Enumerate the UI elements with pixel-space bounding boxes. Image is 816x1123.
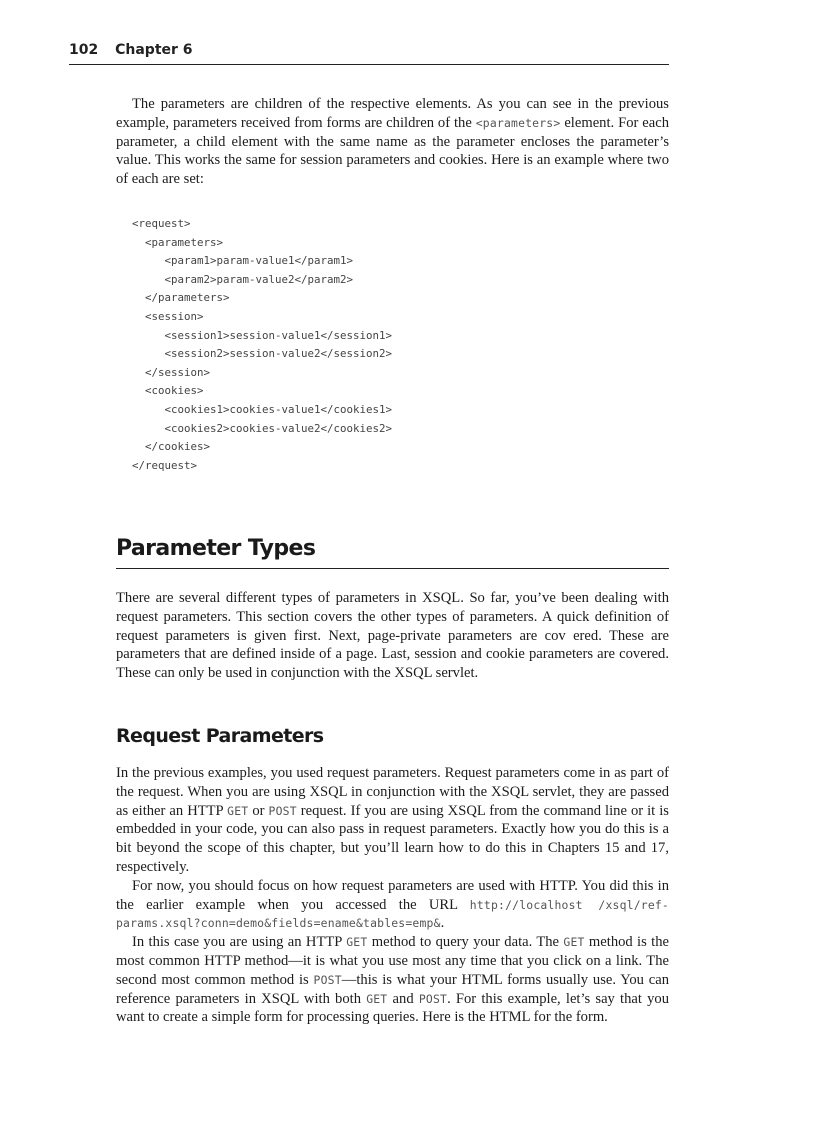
text-run: In this case you are using an HTTP — [132, 934, 347, 951]
code-line: <session1>session-value1</session1> — [132, 328, 393, 342]
inline-code: GET — [366, 991, 388, 1006]
request-parameters-paragraph-2 — [116, 877, 669, 933]
inline-code: POST — [268, 803, 297, 818]
inline-code: GET — [563, 935, 585, 950]
inline-code: POST — [313, 972, 342, 987]
chapter-label: Chapter 6 — [115, 42, 193, 58]
code-line: <parameters> — [132, 235, 224, 249]
text-run: . For this example, let’s say that you want to create a simple form for processing queries. Here is the HTML for the form. — [116, 990, 669, 1026]
inline-code: GET — [227, 803, 249, 818]
code-line: </parameters> — [132, 291, 230, 305]
request-parameters-paragraph-1 — [116, 764, 669, 877]
text-run: element. For each parameter, a child element with the same name as the parameter encloses the parameter’s value. This works the same for session parameters and cookies. Here is an example where two of each are set: — [116, 114, 669, 188]
code-line: </request> — [132, 458, 198, 472]
page-number: 102 — [69, 42, 99, 58]
section-heading-request-parameters: Request Parameters — [116, 725, 324, 747]
code-line: <cookies> — [132, 384, 204, 398]
text-run: The parameters are children of the respective elements. As you can see in the previous example, parameters received from forms are children of the — [116, 96, 669, 131]
text-run: or — [248, 802, 269, 819]
inline-code: <parameters> — [475, 115, 561, 130]
code-line: <cookies2>cookies-value2</cookies2> — [132, 421, 393, 435]
intro-paragraph-block — [116, 95, 669, 189]
text-run: —this is what your HTML forms usually use. You can reference parameters in XSQL with both — [116, 971, 670, 1007]
text-run: method is the most common HTTP method—it is what you use most any time that you click on a link. The second most common method is — [116, 934, 669, 988]
code-line: <cookies1>cookies-value1</cookies1> — [132, 402, 393, 416]
section-heading-parameter-types: Parameter Types — [116, 536, 669, 569]
code-line: </cookies> — [132, 440, 211, 454]
code-line: <param1>param-value1</param1> — [132, 254, 354, 268]
code-line: <param2>param-value2</param2> — [132, 272, 354, 286]
parameter-types-body — [116, 589, 669, 683]
intro-paragraph — [116, 95, 669, 189]
inline-code: POST — [418, 991, 448, 1006]
request-parameters-paragraph-3 — [116, 933, 669, 1027]
code-line: </session> — [132, 365, 211, 379]
code-listing — [132, 215, 652, 475]
code-line: <request> — [132, 217, 191, 230]
text-run: method to query your data. The — [367, 934, 564, 951]
text-run: . — [440, 915, 445, 932]
code-line: <session> — [132, 309, 204, 323]
code-line: <session2>session-value2</session2> — [132, 347, 393, 361]
text-run: and — [387, 990, 419, 1007]
inline-url: http://localhost /xsql/ref-params.xsql?conn=demo&fields=ename&tables=emp& — [116, 897, 669, 931]
running-header — [69, 42, 669, 65]
parameter-types-paragraph: There are several different types of parameters in XSQL. So far, you’ve been dealing with request parameters. This section covers the other types of parameters. A quick definition of request parameters is given first. Next, page-private parameters are cov ered. These are parameters that are defined inside of a page. Last, session and cookie parameters are covered. These can only be used in conjunction with the XSQL servlet. — [116, 590, 669, 682]
text-run: For now, you should focus on how request parameters are used with HTTP. You did this in the earlier example when you accessed the URL — [116, 877, 669, 913]
text-run: request. If you are using XSQL from the command line or it is embedded in your code, you can also pass in request parameters. Exactly how you do this is a bit beyond the scope of this chapter, but you’ll learn how to do this in Chapters 15 and 17, respectively. — [116, 802, 669, 875]
inline-code: GET — [346, 935, 368, 950]
text-run: In the previous examples, you used request parameters. Request parameters come in as part of the request. When you are using XSQL in conjunction with the XSQL servlet, they are passed as either an HTTP — [116, 765, 669, 819]
request-parameters-body — [116, 764, 669, 1027]
